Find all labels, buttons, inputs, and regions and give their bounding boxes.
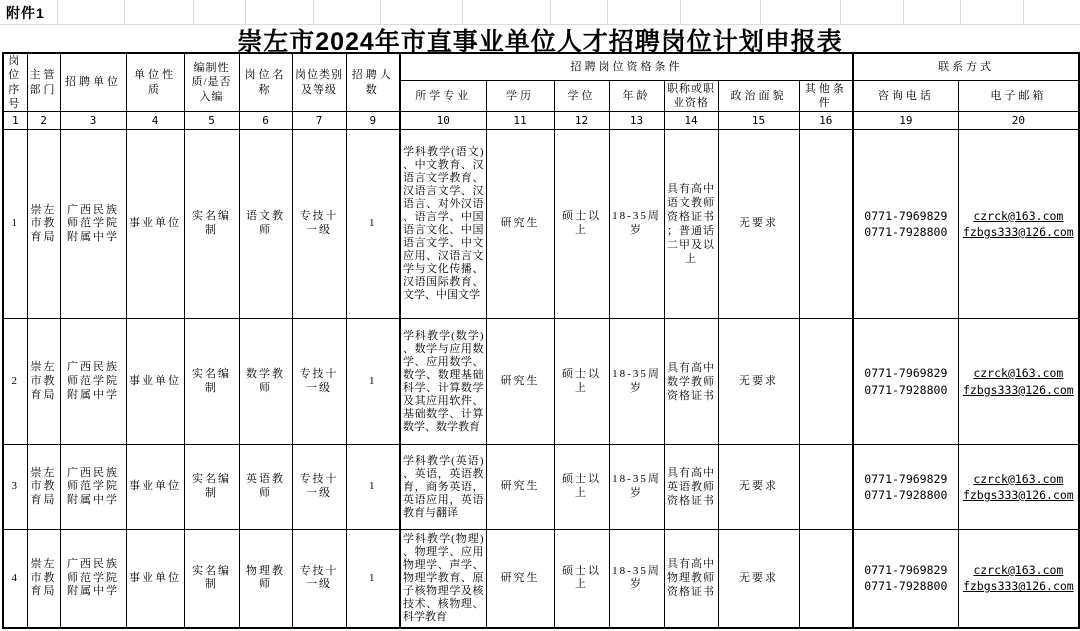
age-cell: 18-35周岁 [609,130,664,319]
bianzhi-cell: 实名编制 [184,130,239,319]
column-number: 15 [718,112,799,130]
phone-number: 0771-7969829 [864,366,948,381]
excel-gridline [680,0,681,24]
header-email: 电子邮箱 [958,81,1079,112]
unit-type-cell: 事业单位 [126,530,184,628]
degree-cell: 硕士以上 [554,530,609,628]
politics-cell: 无要求 [718,319,799,445]
excel-gridline [313,0,314,24]
column-number: 14 [664,112,718,130]
other-condition-cell [799,530,853,628]
excel-gridline [903,0,904,24]
unit-cell: 广西民族师范学院附属中学 [60,530,126,628]
phone-cell [853,319,958,445]
major-cell: 学科教学(语文)、中文教育、汉语言文学教育、汉语言文学、汉语言、对外汉语、语言学、中国语言文化、中国语言文学、中文应用、汉语言文学与文化传播、汉语国际教育、文学、中国文学 [400,130,486,319]
education-cell: 研究生 [486,130,554,319]
seq-cell: 1 [3,130,27,319]
header-dept: 主管部门 [27,53,60,112]
unit-type-cell: 事业单位 [126,319,184,445]
degree-cell: 硕士以上 [554,130,609,319]
politics-cell: 无要求 [718,445,799,530]
email-cell [958,530,1079,628]
degree-cell: 硕士以上 [554,319,609,445]
category-cell: 专技十一级 [292,530,346,628]
email-cell [958,319,1079,445]
phone-number: 0771-7928800 [864,225,948,240]
email-link[interactable]: fzbgs333@126.com [962,579,1074,594]
dept-cell: 崇左市教育局 [27,445,60,530]
column-number: 1 [3,112,27,130]
unit-cell: 广西民族师范学院附属中学 [60,319,126,445]
count-cell: 1 [346,445,400,530]
recruitment-table [2,52,1080,629]
excel-gridline [760,0,761,24]
count-cell: 1 [346,319,400,445]
seq-cell: 3 [3,445,27,530]
certificate-cell: 具有高中语文教师资格证书；普通话二甲及以上 [664,130,718,319]
excel-gridline [57,0,58,24]
age-cell: 18-35周岁 [609,530,664,628]
column-number: 3 [60,112,126,130]
unit-cell: 广西民族师范学院附属中学 [60,445,126,530]
post-name-cell: 英语教师 [239,445,292,530]
phone-number: 0771-7928800 [864,488,948,503]
header-bianzhi: 编制性质/是否入编 [184,53,239,112]
seq-cell: 2 [3,319,27,445]
header-unit-type: 单位性质 [126,53,184,112]
email-link[interactable]: fzbgs333@126.com [962,382,1074,397]
header-seq: 岗位序号 [3,53,27,112]
phone-cell [853,530,958,628]
column-number: 9 [346,112,400,130]
header-group-contact: 联系方式 [853,53,1079,81]
excel-gridline [124,0,125,24]
count-cell: 1 [346,530,400,628]
certificate-cell: 具有高中数学教师资格证书 [664,319,718,445]
email-cell [958,130,1079,319]
post-name-cell: 物理教师 [239,530,292,628]
bianzhi-cell: 实名编制 [184,530,239,628]
age-cell: 18-35周岁 [609,445,664,530]
email-link[interactable]: czrck@163.com [973,562,1064,577]
seq-cell: 4 [3,530,27,628]
email-link[interactable]: czrck@163.com [973,208,1064,223]
attachment-label: 附件1 [6,5,45,21]
unit-type-cell: 事业单位 [126,130,184,319]
page-title: 崇左市2024年市直事业单位人才招聘岗位计划申报表 [237,28,843,56]
header-major: 所学专业 [400,81,486,112]
major-cell: 学科教学(英语)、英语，英语教育，商务英语，英语应用，英语教育与翻译 [400,445,486,530]
column-number: 10 [400,112,486,130]
certificate-cell: 具有高中英语教师资格证书 [664,445,718,530]
header-phone: 咨询电话 [853,81,958,112]
phone-number: 0771-7969829 [864,208,948,223]
education-cell: 研究生 [486,530,554,628]
unit-type-cell: 事业单位 [126,445,184,530]
category-cell: 专技十一级 [292,445,346,530]
phone-number: 0771-7969829 [864,471,948,486]
post-name-cell: 数学教师 [239,319,292,445]
excel-gridline [550,0,551,24]
column-number: 16 [799,112,853,130]
other-condition-cell [799,319,853,445]
bianzhi-cell: 实名编制 [184,319,239,445]
column-number: 7 [292,112,346,130]
phone-number: 0771-7928800 [864,382,948,397]
phone-cell [853,445,958,530]
excel-gridline [607,0,608,24]
header-other: 其他条件 [799,81,853,112]
header-unit: 招聘单位 [60,53,126,112]
certificate-cell: 具有高中物理教师资格证书 [664,530,718,628]
header-group-qualifications: 招聘岗位资格条件 [400,53,853,81]
count-cell: 1 [346,130,400,319]
dept-cell: 崇左市教育局 [27,530,60,628]
table-row [3,319,1079,445]
age-cell: 18-35周岁 [609,319,664,445]
column-number: 13 [609,112,664,130]
header-cert: 职称或职业资格 [664,81,718,112]
column-number: 2 [27,112,60,130]
excel-gridline [193,0,194,24]
education-cell: 研究生 [486,445,554,530]
header-age: 年龄 [609,81,664,112]
header-politics: 政治面貌 [718,81,799,112]
phone-cell [853,130,958,319]
phone-number: 0771-7928800 [864,579,948,594]
header-post: 岗位名称 [239,53,292,112]
other-condition-cell [799,445,853,530]
email-link[interactable]: fzbgs333@126.com [962,225,1074,240]
major-cell: 学科教学(数学)、数学与应用数学、应用数学、数学、数理基础科学、计算数学及其应用软件、基础数学、计算数学、数学教育 [400,319,486,445]
table-row [3,130,1079,319]
dept-cell: 崇左市教育局 [27,319,60,445]
phone-number: 0771-7969829 [864,562,948,577]
column-number: 6 [239,112,292,130]
category-cell: 专技十一级 [292,319,346,445]
email-cell [958,445,1079,530]
email-link[interactable]: fzbgs333@126.com [962,488,1074,503]
header-category: 岗位类别及等级 [292,53,346,112]
table-row [3,445,1079,530]
unit-cell: 广西民族师范学院附属中学 [60,130,126,319]
other-condition-cell [799,130,853,319]
degree-cell: 硕士以上 [554,445,609,530]
excel-gridline [245,0,246,24]
bianzhi-cell: 实名编制 [184,445,239,530]
column-number: 12 [554,112,609,130]
politics-cell: 无要求 [718,130,799,319]
column-number: 4 [126,112,184,130]
column-number: 19 [853,112,958,130]
dept-cell: 崇左市教育局 [27,130,60,319]
email-link[interactable]: czrck@163.com [973,471,1064,486]
table-row [3,530,1079,628]
header-degree: 学位 [554,81,609,112]
politics-cell: 无要求 [718,530,799,628]
category-cell: 专技十一级 [292,130,346,319]
column-number: 11 [486,112,554,130]
excel-gridline [840,0,841,24]
email-link[interactable]: czrck@163.com [973,366,1064,381]
header-edu: 学历 [486,81,554,112]
column-number: 5 [184,112,239,130]
header-count: 招聘人数 [346,53,400,112]
excel-gridline [462,0,463,24]
major-cell: 学科教学(物理)、物理学、应用物理学、声学、物理学教育、原子核物理学及核技术、核物理、科学教育 [400,530,486,628]
excel-gridline [960,0,961,24]
excel-gridline [380,0,381,24]
excel-gridline [1023,0,1024,24]
post-name-cell: 语文教师 [239,130,292,319]
education-cell: 研究生 [486,319,554,445]
column-number: 20 [958,112,1079,130]
